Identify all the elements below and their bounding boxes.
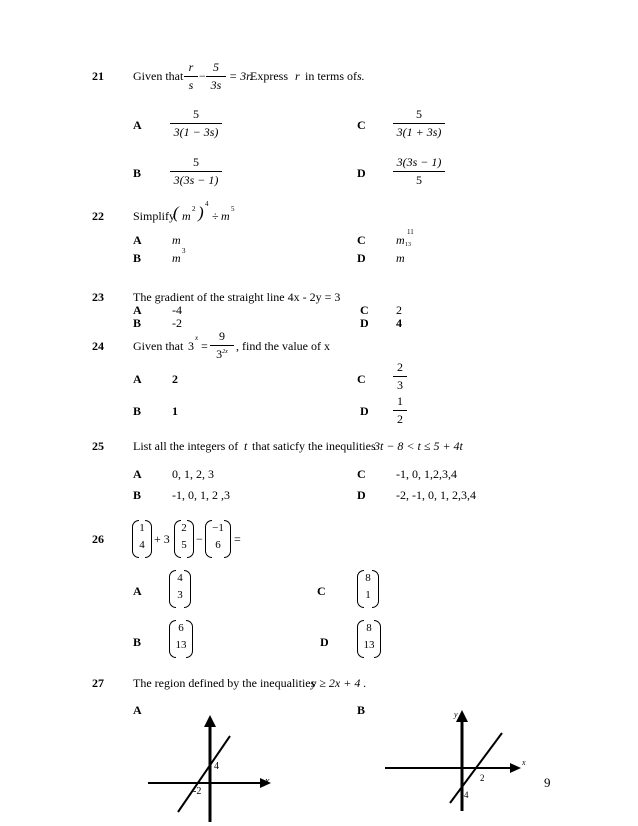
option-a-answer: -4 (172, 303, 182, 317)
option-d-answer: 1 2 (393, 394, 407, 427)
option-c-answer: m (396, 233, 405, 247)
option-c-answer: 2 (396, 303, 402, 317)
option-d-answer: m (396, 251, 405, 265)
option-label-a: A (133, 703, 142, 717)
option-label-a: A (133, 372, 142, 386)
option-d-answer: 4 (396, 316, 402, 330)
option-label-a: A (133, 467, 142, 481)
inequality: 3t − 8 < t ≤ 5 + 4t (374, 439, 463, 453)
option-label-b: B (133, 488, 142, 502)
expression: 3 (188, 339, 194, 353)
question-text: The gradient of the straight line 4x - 2y = 3 (133, 290, 341, 304)
expression: ) (198, 203, 204, 222)
variable: t (244, 439, 248, 453)
option-d-answer: -2, -1, 0, 1, 2,3,4 (396, 488, 476, 502)
option-c-answer: 2 3 (393, 360, 407, 393)
column-vector: 1 4 (132, 520, 152, 556)
option-label-b: B (133, 166, 142, 180)
question-text: Given that (133, 339, 184, 353)
question-text: Given that (133, 69, 184, 83)
equation-rhs: = 3r. (229, 69, 253, 83)
y-intercept-label: 4 (214, 761, 219, 772)
superscript: 11 (407, 228, 414, 236)
option-a-answer: 2 (172, 372, 178, 386)
option-a-answer: 5 3(1 − 3s) (170, 107, 222, 140)
superscript: 3 (182, 247, 186, 255)
option-label-d: D (357, 166, 366, 180)
option-label-b: B (133, 635, 142, 649)
option-a-answer: m (172, 233, 181, 247)
expression: m (221, 209, 230, 223)
option-b-answer: -1, 0, 1, 2 ,3 (172, 488, 230, 502)
question-number: 25 (92, 439, 104, 453)
option-label-d: D (360, 404, 369, 418)
question-text: The region defined by the inequalities (133, 676, 316, 690)
question-text: List all the integers of (133, 439, 239, 453)
option-label-d: D (320, 635, 329, 649)
equals-sign: = (234, 532, 241, 546)
column-vector: 2 5 (174, 520, 194, 556)
option-label-a: A (133, 118, 142, 132)
option-label-d: D (357, 488, 366, 502)
graph-option-a (140, 712, 280, 826)
question-number: 22 (92, 209, 104, 223)
y-axis-label: y (208, 716, 212, 726)
minus-sign: − (196, 532, 203, 546)
superscript: 13 (405, 242, 411, 248)
option-label-a: A (133, 233, 142, 247)
x-intercept-label: -2 (193, 786, 202, 797)
option-a-answer: 0, 1, 2, 3 (172, 467, 214, 481)
option-label-c: C (357, 467, 366, 481)
option-a-answer: 4 3 (169, 570, 191, 606)
superscript: 4 (205, 200, 209, 208)
fraction: 5 3s (206, 60, 226, 93)
question-text: that saticfy the inequlities (252, 439, 376, 453)
option-label-d: D (357, 251, 366, 265)
option-d-answer: 3(3s − 1) 5 (393, 155, 445, 188)
option-label-a: A (133, 584, 142, 598)
question-text: Express (250, 69, 288, 83)
divide-sign: ÷ (212, 209, 219, 223)
option-label-b: B (357, 703, 366, 717)
y-axis-label: y (454, 710, 458, 719)
x-axis-arrow (510, 763, 521, 773)
question-text: in terms of (305, 69, 357, 83)
option-c-answer: -1, 0, 1,2,3,4 (396, 467, 457, 481)
option-label-b: B (133, 251, 142, 265)
superscript: 2 (192, 205, 196, 213)
option-c-answer: 8 1 (357, 570, 379, 606)
variable: s. (357, 69, 365, 83)
option-label-c: C (360, 303, 369, 317)
option-d-answer: 8 13 (357, 620, 381, 656)
expression: m (182, 209, 191, 223)
graph-option-b (380, 705, 530, 815)
option-b-answer: m (172, 251, 181, 265)
question-number: 27 (92, 676, 104, 690)
option-b-answer: 1 (172, 404, 178, 418)
option-label-b: B (133, 404, 142, 418)
question-number: 24 (92, 339, 104, 353)
option-label-c: C (317, 584, 326, 598)
boundary-line (178, 736, 230, 812)
question-text: Simplify (133, 209, 176, 223)
option-b-answer: 6 13 (169, 620, 193, 656)
option-label-c: C (357, 372, 366, 386)
option-label-b: B (133, 316, 142, 330)
option-b-answer: 5 3(3s − 1) (170, 155, 222, 188)
option-label-a: A (133, 303, 142, 317)
column-vector: −1 6 (205, 520, 231, 556)
fraction: 9 $3^{2x}$ (210, 329, 234, 362)
option-label-c: C (357, 118, 366, 132)
y-axis-arrow (456, 710, 468, 722)
superscript: 5 (231, 205, 235, 213)
y-intercept-label: -4 (461, 790, 469, 800)
question-number: 21 (92, 69, 104, 83)
page-number: 9 (544, 775, 551, 790)
x-axis-label: x (265, 776, 270, 787)
expression: ( (173, 203, 179, 222)
option-label-c: C (357, 233, 366, 247)
option-b-answer: -2 (172, 316, 182, 330)
superscript: x (195, 334, 199, 342)
expression: + 3 (154, 532, 170, 546)
fraction: r s (184, 60, 198, 93)
equals-sign: = (201, 339, 208, 353)
minus-sign: − (199, 69, 206, 83)
question-text: , find the value of x (236, 339, 330, 353)
x-axis-label: x (522, 758, 526, 767)
question-number: 26 (92, 532, 104, 546)
inequality: y ≥ 2x + 4 . (311, 676, 367, 690)
option-c-answer: 5 3(1 + 3s) (393, 107, 445, 140)
option-label-d: D (360, 316, 369, 330)
question-number: 23 (92, 290, 104, 304)
x-intercept-label: 2 (480, 773, 485, 783)
variable: r (295, 69, 300, 83)
